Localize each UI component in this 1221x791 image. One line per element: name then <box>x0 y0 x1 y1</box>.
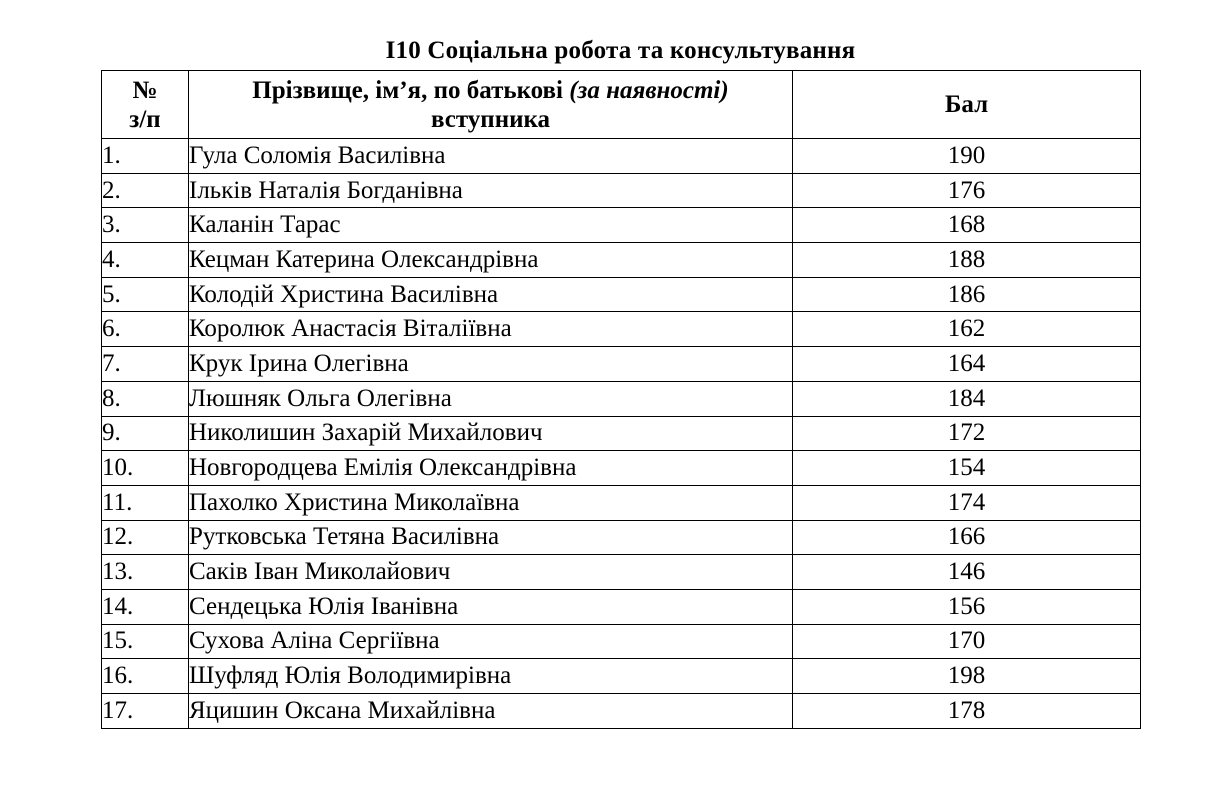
applicant-name: Королюк Анастасія Віталіївна <box>189 312 793 347</box>
header-name-line2: вступника <box>430 105 551 133</box>
header-name-italic: (за наявності) <box>569 76 729 104</box>
applicant-score: 170 <box>793 624 1141 659</box>
row-number: 7. <box>102 347 189 382</box>
header-number-line2: з/п <box>129 105 161 133</box>
table-row <box>102 312 1141 347</box>
row-number: 17. <box>102 694 189 729</box>
applicant-name: Сендецька Юлія Іванівна <box>189 589 793 624</box>
table-row <box>102 520 1141 555</box>
applicant-name: Яцишин Оксана Михайлівна <box>189 694 793 729</box>
applicant-name: Рутковська Тетяна Василівна <box>189 520 793 555</box>
table-body <box>102 139 1141 729</box>
table-row <box>102 555 1141 590</box>
applicant-name: Кецман Катерина Олександрівна <box>189 243 793 278</box>
row-number: 14. <box>102 589 189 624</box>
table-row <box>102 243 1141 278</box>
table-row <box>102 624 1141 659</box>
table-row <box>102 694 1141 729</box>
applicant-score: 178 <box>793 694 1141 729</box>
table-row <box>102 277 1141 312</box>
applicant-score: 188 <box>793 243 1141 278</box>
applicant-score: 166 <box>793 520 1141 555</box>
applicant-name: Саків Іван Миколайович <box>189 555 793 590</box>
applicant-name: Ільків Наталія Богданівна <box>189 173 793 208</box>
row-number: 16. <box>102 659 189 694</box>
applicant-name: Сухова Аліна Сергіївна <box>189 624 793 659</box>
applicant-name: Люшняк Ольга Олегівна <box>189 381 793 416</box>
table-row <box>102 381 1141 416</box>
row-number: 15. <box>102 624 189 659</box>
header-row <box>102 71 1141 139</box>
table-row <box>102 347 1141 382</box>
applicant-score: 172 <box>793 416 1141 451</box>
row-number: 12. <box>102 520 189 555</box>
applicant-score: 156 <box>793 589 1141 624</box>
applicant-score: 168 <box>793 208 1141 243</box>
header-name <box>189 71 793 139</box>
row-number: 1. <box>102 139 189 174</box>
row-number: 2. <box>102 173 189 208</box>
header-score: Бал <box>793 71 1141 139</box>
table-row <box>102 208 1141 243</box>
row-number: 3. <box>102 208 189 243</box>
applicant-score: 174 <box>793 485 1141 520</box>
applicant-name: Шуфляд Юлія Володимирівна <box>189 659 793 694</box>
header-number <box>102 71 189 139</box>
applicant-name: Крук Ірина Олегівна <box>189 347 793 382</box>
applicant-name: Каланін Тарас <box>189 208 793 243</box>
applicant-score: 184 <box>793 381 1141 416</box>
row-number: 8. <box>102 381 189 416</box>
table-row <box>102 451 1141 486</box>
applicant-score: 146 <box>793 555 1141 590</box>
table-header <box>102 71 1141 139</box>
applicant-score: 162 <box>793 312 1141 347</box>
applicant-score: 198 <box>793 659 1141 694</box>
page-title: І10 Соціальна робота та консультування <box>385 37 856 64</box>
table-row <box>102 485 1141 520</box>
row-number: 9. <box>102 416 189 451</box>
applicant-name: Николишин Захарій Михайлович <box>189 416 793 451</box>
applicant-name: Новгородцева Емілія Олександрівна <box>189 451 793 486</box>
applicant-name: Гула Соломія Василівна <box>189 139 793 174</box>
row-number: 6. <box>102 312 189 347</box>
applicant-name: Колодій Христина Василівна <box>189 277 793 312</box>
table-row <box>102 173 1141 208</box>
applicant-score: 176 <box>793 173 1141 208</box>
row-number: 4. <box>102 243 189 278</box>
applicant-name: Пахолко Христина Миколаївна <box>189 485 793 520</box>
applicant-score: 186 <box>793 277 1141 312</box>
header-number-line1: № <box>132 76 158 104</box>
table-row <box>102 589 1141 624</box>
row-number: 10. <box>102 451 189 486</box>
applicant-score: 190 <box>793 139 1141 174</box>
table-row <box>102 416 1141 451</box>
row-number: 5. <box>102 277 189 312</box>
applicant-score: 164 <box>793 347 1141 382</box>
table-row <box>102 659 1141 694</box>
row-number: 13. <box>102 555 189 590</box>
applicants-table <box>101 70 1141 729</box>
table-row <box>102 139 1141 174</box>
applicant-score: 154 <box>793 451 1141 486</box>
row-number: 11. <box>102 485 189 520</box>
header-name-main: Прізвище, ім’я, по батькові <box>252 76 570 104</box>
